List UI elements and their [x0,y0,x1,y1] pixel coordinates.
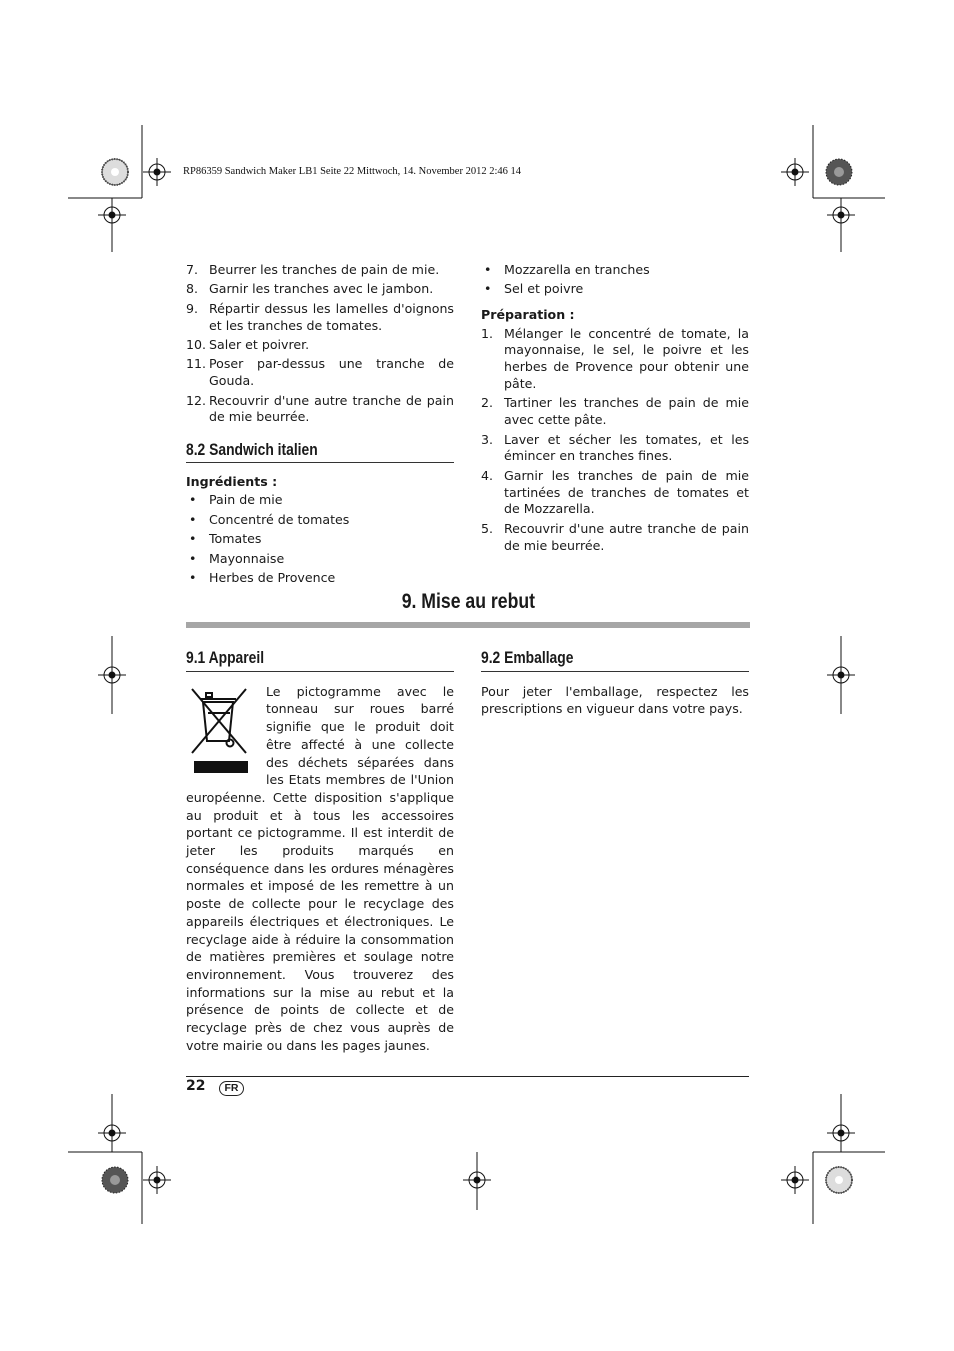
list-item: • Mayonnaise [189,550,285,566]
section-9-2 [481,650,749,718]
ingredients-list [186,492,454,586]
crossed-out-wheeled-bin-icon [186,683,258,775]
list-item: 11. Poser par-dessus une tranche de Gouda. [186,356,454,389]
ingredients-label: Ingrédients : [186,473,278,489]
list-item: • Concentré de tomates [189,511,350,527]
footer-rule [186,1076,749,1077]
list-item: 1. Mélanger le concentré de tomate, la mayonnaise, le sel, le poivre et les herbes de Provence pour obtenir une pâte. [481,325,749,391]
preparation-steps [481,326,749,555]
list-item: 5. Recouvrir d'une autre tranche de pain de mie beurrée. [481,520,749,553]
steps-list-continued [186,262,454,426]
list-item: 2. Tartiner les tranches de pain de mie avec cette pâte. [481,395,749,428]
chapter-heading: 9. Mise au rebut [401,590,535,613]
section-heading-8-2: 8.2 Sandwich italien [186,440,318,459]
list-item: 4. Garnir les tranches de pain de mie tartinées de tranches de tomates et de Mozzarella. [481,467,749,517]
list-item: • Mozzarella en tranches [484,262,650,277]
weee-disposal-text: Le pictogramme avec le tonneau sur roues barré signifie que le produit doit être affecté à une collecte des déchets séparées dans les Etats membres de l'Union européenne. Cette disposition s'applique au produit et à tous les accessoires portant ce pictogramme. Il est interdit de jeter les produits marqués en conséquence dans les ordures ménagères normales et imposé de les remettre à un poste de collecte pour le recyclage des appareils électriques et électroniques. Le recyclage aide à réduire la consommation de matières premières et soulage notre environnement. Vous trouverez des informations sur la mise au rebut et la présence de points de collecte et de recyclage près de chez vous auprès de votre mairie ou dans les pages jaunes. [186,683,454,1053]
section-heading-9-2: 9.2 Emballage [481,649,574,667]
left-column [186,262,454,589]
list-item: 12. Recouvrir d'une autre tranche de pain de mie beurrée. [186,392,454,425]
right-column [481,262,749,557]
list-item: 8. Garnir les tranches avec le jambon. [186,281,434,297]
list-item: • Pain de mie [189,492,283,508]
preparation-label: Préparation : [481,306,575,322]
packaging-disposal-text: Pour jeter l'emballage, respectez les prescriptions en vigueur dans votre pays. [481,683,749,717]
list-item: 7. Beurrer les tranches de pain de mie. [186,262,440,277]
language-badge: FR [219,1081,244,1096]
page-number: 22 [186,1078,206,1094]
list-item: • Sel et poivre [484,281,584,297]
list-item: 9. Répartir dessus les lamelles d'oignons et les tranches de tomates. [186,300,454,333]
print-header: RP86359 Sandwich Maker LB1 Seite 22 Mittwoch, 14. November 2012 2:46 14 [183,166,522,177]
section-9-1 [186,650,454,1054]
list-item: • Tomates [189,531,262,547]
section-heading-9-1: 9.1 Appareil [186,649,265,667]
list-item: 10. Saler et poivrer. [186,336,310,352]
ingredients-list-continued [481,262,749,298]
chapter-heading-bar [186,622,750,628]
list-item: • Herbes de Provence [189,569,336,585]
list-item: 3. Laver et sécher les tomates, et les émincer en tranches fines. [481,431,749,464]
